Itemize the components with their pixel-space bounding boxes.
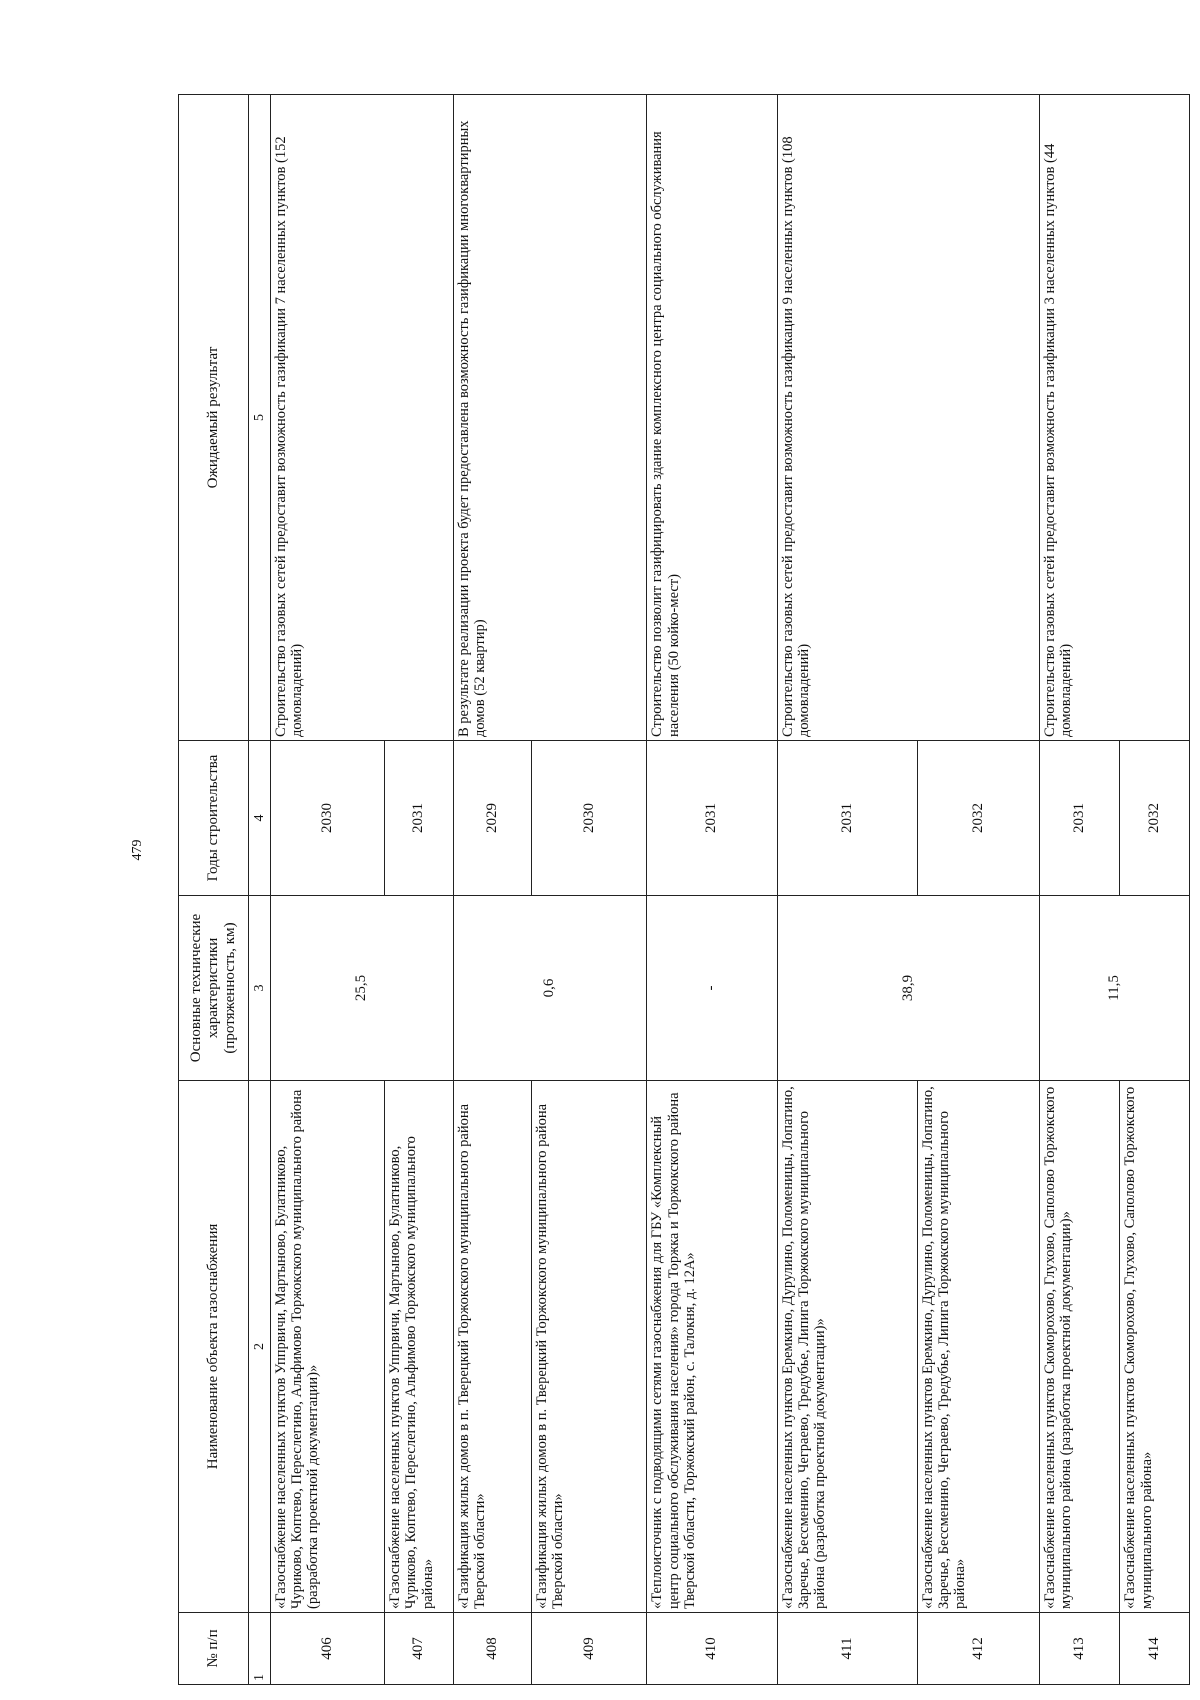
column-number: 1 (249, 1613, 271, 1685)
expected-result: Строительство газовых сетей предоставит возможность газификации 9 населенных пунктов (108 домовладений) (777, 95, 1039, 741)
column-number: 4 (249, 741, 271, 896)
column-number: 3 (249, 896, 271, 1081)
header-years: Годы строительства (179, 741, 249, 896)
row-number: 408 (453, 1613, 531, 1685)
row-number: 411 (777, 1613, 917, 1685)
object-name: «Теплоисточник с подводящими сетями газоснабжения для ГБУ «Комплексный центр социального обслуживания населения» города Торжка и Торжокского района Тверской области, Торжокский район, с. Талокня, д. 12А» (647, 1081, 777, 1613)
tech-length: - (647, 896, 777, 1081)
tech-length: 0,6 (453, 896, 647, 1081)
row-number: 409 (531, 1613, 646, 1685)
header-name: Наименование объекта газоснабжения (179, 1081, 249, 1613)
table-header-row (179, 95, 249, 1685)
row-number: 407 (385, 1613, 453, 1685)
object-name: «Газоснабжение населенных пунктов Уппрвичи, Мартыново, Булатниково, Чуриково, Коптево, Переслегино, Альфимово Торжокского муниципального района» (385, 1081, 453, 1613)
column-number-row (249, 95, 271, 1685)
construction-year: 2030 (271, 741, 385, 896)
row-number: 406 (271, 1613, 385, 1685)
tech-length: 38,9 (777, 896, 1039, 1081)
column-number: 2 (249, 1081, 271, 1613)
header-num: № п/п (179, 1613, 249, 1685)
expected-result: Строительство газовых сетей предоставит возможность газификации 7 населенных пунктов (152 домовладений) (271, 95, 454, 741)
table-row (453, 95, 531, 1685)
expected-result: В результате реализации проекта будет предоставлена возможность газификации многоквартирных домов (52 квартир) (453, 95, 647, 741)
expected-result: Строительство газовых сетей предоставит возможность газификации 3 населенных пунктов (44 домовладений) (1039, 95, 1189, 741)
header-tech: Основные технические характеристики (протяженность, км) (179, 896, 249, 1081)
construction-year: 2031 (777, 741, 917, 896)
table-row (647, 95, 777, 1685)
column-number: 5 (249, 95, 271, 741)
construction-year: 2029 (453, 741, 531, 896)
table-row (271, 95, 385, 1685)
object-name: «Газоснабжение населенных пунктов Еремкино, Дурулино, Поломеницы, Лопатино, Заречье, Бессменино, Чеграево, Тредубье, Липига Торжокского муниципального района» (917, 1081, 1039, 1613)
tech-length: 25,5 (271, 896, 454, 1081)
object-name: «Газоснабжение населенных пунктов Скоморохово, Глухово, Саполово Торжокского муниципального района (разработка проектной документации)» (1039, 1081, 1120, 1613)
construction-year: 2032 (1120, 741, 1190, 896)
header-result: Ожидаемый результат (179, 95, 249, 741)
object-name: «Газоснабжение населенных пунктов Еремкино, Дурулино, Поломеницы, Лопатино, Заречье, Бессменино, Чеграево, Тредубье, Липига Торжокского муниципального района (разработка проектной документации)» (777, 1081, 917, 1613)
rotated-page-content (178, 95, 1190, 1685)
row-number: 412 (917, 1613, 1039, 1685)
gas-supply-table (178, 94, 1190, 1685)
construction-year: 2031 (647, 741, 777, 896)
tech-length: 11,5 (1039, 896, 1189, 1081)
expected-result: Строительство позволит газифицировать здание комплексного центра социального обслуживания населения (50 койко-мест) (647, 95, 777, 741)
row-number: 414 (1120, 1613, 1190, 1685)
construction-year: 2031 (385, 741, 453, 896)
construction-year: 2032 (917, 741, 1039, 896)
construction-year: 2031 (1039, 741, 1120, 896)
object-name: «Газификация жилых домов в п. Тверецкий Торжокского муниципального района Тверской области» (453, 1081, 531, 1613)
table-row (1039, 95, 1120, 1685)
row-number: 410 (647, 1613, 777, 1685)
construction-year: 2030 (531, 741, 646, 896)
object-name: «Газификация жилых домов в п. Тверецкий Торжокского муниципального района Тверской области» (531, 1081, 646, 1613)
table-row (777, 95, 917, 1685)
object-name: «Газоснабжение населенных пунктов Скоморохово, Глухово, Саполово Торжокского муниципального района» (1120, 1081, 1190, 1613)
page-number: 479 (130, 839, 145, 861)
object-name: «Газоснабжение населенных пунктов Уппрвичи, Мартыново, Булатниково, Чуриково, Коптево, Переслегино, Альфимово Торжокского муниципального района (разработка проектной документации)» (271, 1081, 385, 1613)
row-number: 413 (1039, 1613, 1120, 1685)
